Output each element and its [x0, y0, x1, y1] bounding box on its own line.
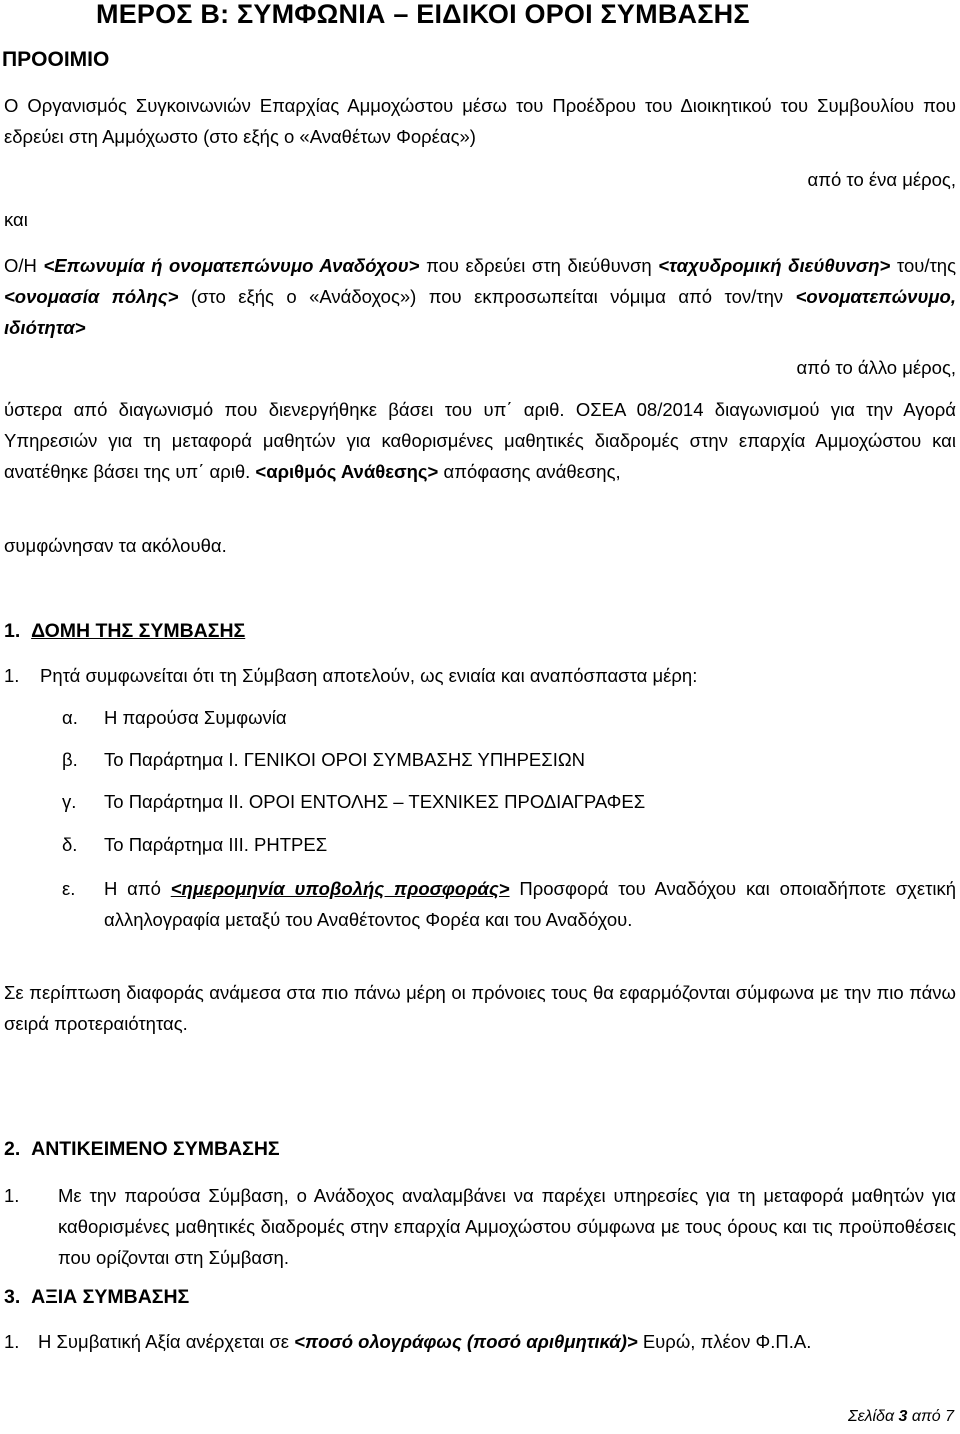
page-footer: Σελίδα 3 από 7 [848, 1408, 954, 1425]
section-1-item-number: 1. [4, 665, 20, 686]
contractor-paragraph: Ο/Η <Επωνυμία ή ονοματεπώνυμο Αναδόχου> που εδρεύει στη διεύθυνση <ταχυδρομική διεύθυνση> του/της <ονομασία πόλης> (στο εξής ο «Ανάδοχος») που εκπροσωπείται νόμιμα από τον/την <ονοματεπώνυμο, ιδιότητα> [4, 255, 956, 338]
representative-placeholder: <ονοματεπώνυμο, ιδιότητα> [4, 286, 956, 338]
conflict-paragraph: Σε περίπτωση διαφοράς ανάμεσα στα πιο πάνω μέρη οι πρόνοιες τους θα εφαρμόζονται σύμφωνα με την πιο πάνω σειρά προτεραιότητας. [4, 982, 956, 1034]
one-part-text: από το ένα μέρος, [807, 169, 956, 190]
current-page-number: 3 [898, 1408, 908, 1425]
contractor-name-placeholder: <Επωνυμία ή ονοματεπώνυμο Αναδόχου> [43, 255, 420, 276]
and-text: και [4, 209, 28, 230]
list-item-label: β. [62, 749, 78, 770]
list-item-text: Το Παράρτημα ΙΙΙ. ΡΗΤΡΕΣ [104, 834, 328, 855]
intro-paragraph: Ο Οργανισμός Συγκοινωνιών Επαρχίας Αμμοχώστου μέσω του Προέδρου του Διοικητικού του Συμβουλίου που εδρεύει στη Αμμόχωστο (στο εξής ο «Αναθέτων Φορέας») [4, 95, 956, 147]
other-part-text: από το άλλο μέρος, [796, 357, 956, 378]
city-placeholder: <ονομασία πόλης> [4, 286, 179, 307]
award-number-placeholder: <αριθμός Ανάθεσης> [255, 461, 439, 482]
document-title: ΜΕΡΟΣ Β: ΣΥΜΦΩΝΙΑ – ΕΙΔΙΚΟΙ ΟΡΟΙ ΣΥΜΒΑΣΗΣ [96, 0, 750, 29]
list-item-text: Η από <ημερομηνία υποβολής προσφοράς> Προσφορά του Αναδόχου και οποιαδήποτε σχετική αλληλογραφία μεταξύ του Αναθέτοντος Φορέα και του Αναδόχου. [104, 878, 957, 930]
section-1-item-text: Ρητά συμφωνείται ότι τη Σύμβαση αποτελούν, ως ενιαία και αναπόσπαστα μέρη: [40, 665, 698, 686]
total-pages: 7 [945, 1408, 954, 1425]
section-2-item-number: 1. [4, 1185, 20, 1206]
section-3-item-number: 1. [4, 1331, 20, 1352]
list-item-label: γ. [62, 791, 77, 812]
amount-placeholder: <ποσό ολογράφως (ποσό αριθμητικά)> [294, 1331, 638, 1352]
list-item-label: δ. [62, 834, 78, 855]
list-item-text: Το Παράρτημα Ι. ΓΕΝΙΚΟΙ ΟΡΟΙ ΣΥΜΒΑΣΗΣ ΥΠΗΡΕΣΙΩΝ [104, 749, 586, 770]
section-1-heading: 1. ΔΟΜΗ ΤΗΣ ΣΥΜΒΑΣΗΣ [4, 620, 246, 642]
list-item-label: ε. [62, 878, 76, 899]
section-3-item-text: Η Συμβατική Αξία ανέρχεται σε <ποσό ολογράφως (ποσό αριθμητικά)> Ευρώ, πλέον Φ.Π.Α. [38, 1331, 812, 1352]
list-item-label: α. [62, 707, 78, 728]
section-2-item-text: Με την παρούσα Σύμβαση, ο Ανάδοχος αναλαμβάνει να παρέχει υπηρεσίες για τη μεταφορά μαθητών για καθορισμένες μαθητικές διαδρομές στην επαρχία Αμμοχώστου σύμφωνα με τους όρους και τις προϋποθέσεις που ορίζονται στη Σύμβαση. [58, 1185, 956, 1268]
tender-paragraph: ύστερα από διαγωνισμό που διενεργήθηκε βάσει του υπ΄ αριθ. ΟΣΕΑ 08/2014 διαγωνισμού για την Αγορά Υπηρεσιών για τη μεταφορά μαθητών για καθορισμένες μαθητικές διαδρομές στην επαρχία Αμμοχώστου και ανατέθηκε βάσει της υπ΄ αριθ. <αριθμός Ανάθεσης> απόφασης ανάθεσης, [4, 399, 956, 482]
list-item-text: Η παρούσα Συμφωνία [104, 707, 287, 728]
preamble-heading: ΠΡΟΟΙΜΙΟ [2, 48, 110, 71]
agreed-text: συμφώνησαν τα ακόλουθα. [4, 535, 227, 556]
list-item-text: Το Παράρτημα ΙΙ. ΟΡΟΙ ΕΝΤΟΛΗΣ – ΤΕΧΝΙΚΕΣ ΠΡΟΔΙΑΓΡΑΦΕΣ [104, 791, 646, 812]
section-3-heading: 3. ΑΞΙΑ ΣΥΜΒΑΣΗΣ [4, 1286, 190, 1308]
section-2-heading: 2. ΑΝΤΙΚΕΙΜΕΝΟ ΣΥΜΒΑΣΗΣ [4, 1138, 280, 1160]
offer-date-placeholder: <ημερομηνία υποβολής προσφοράς> [170, 878, 510, 899]
address-placeholder: <ταχυδρομική διεύθυνση> [658, 255, 891, 276]
